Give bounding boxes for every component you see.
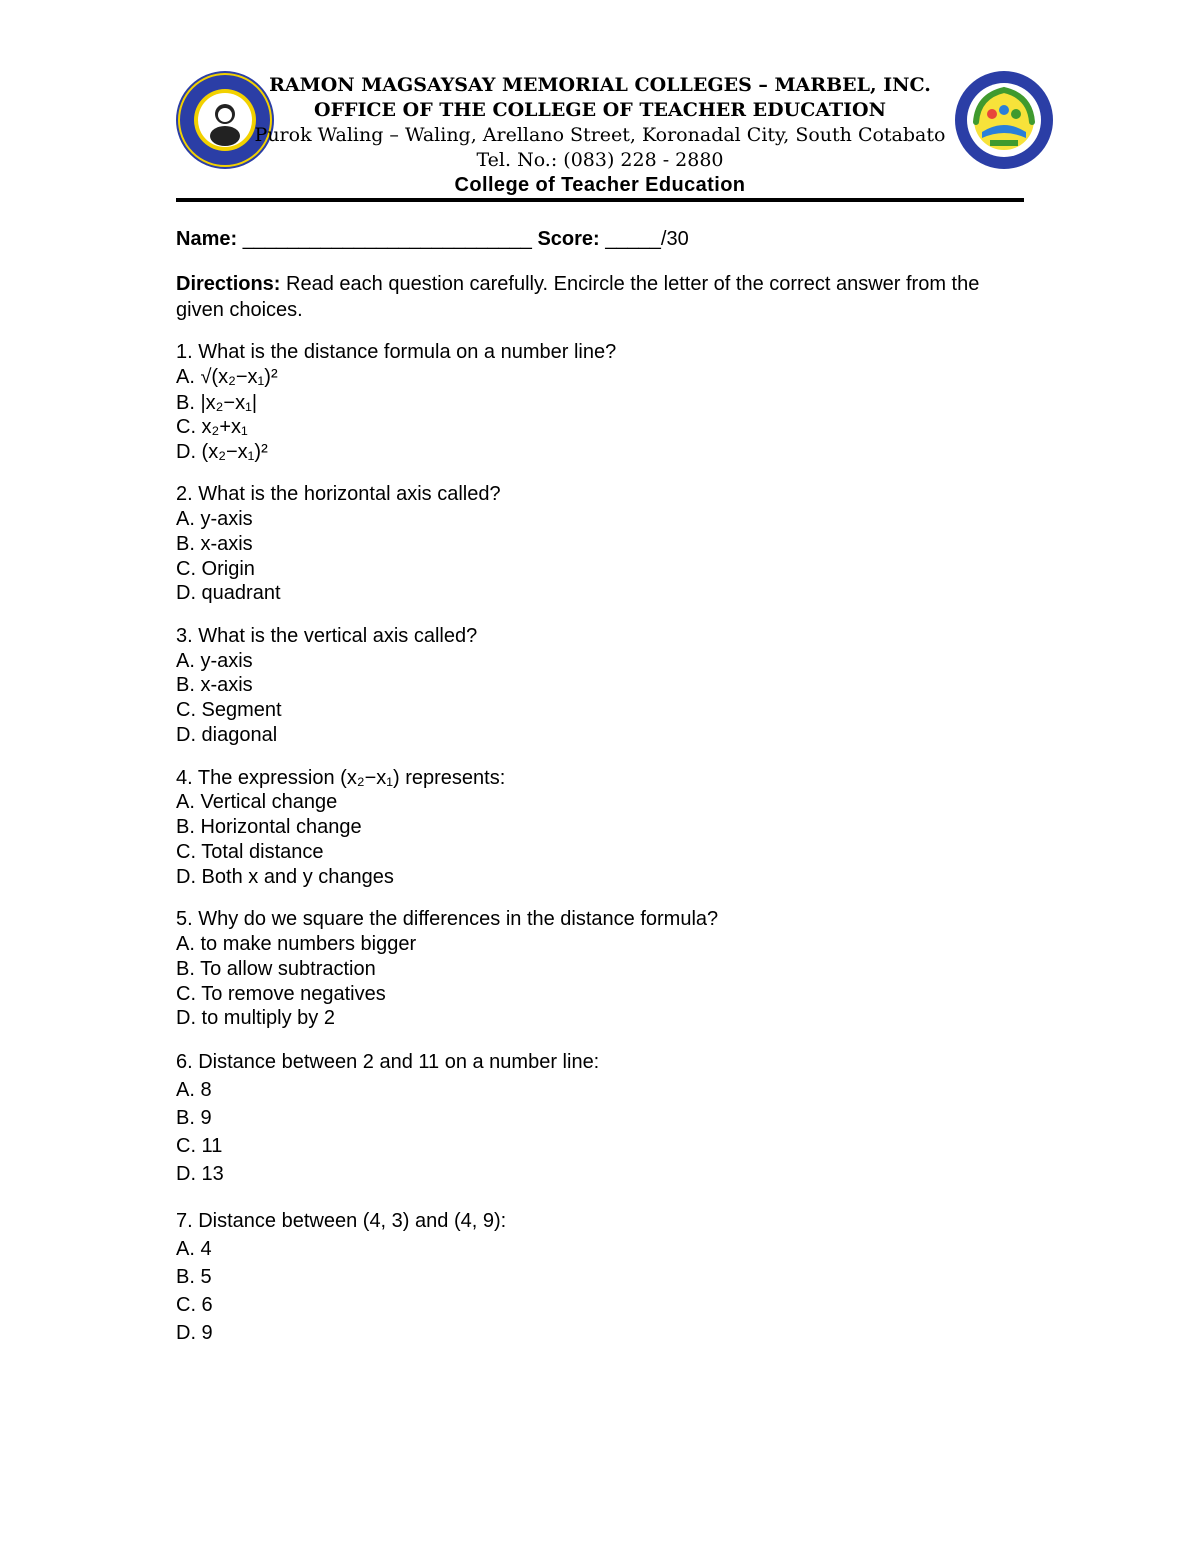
score-label: Score: [537,228,600,250]
directions-label: Directions: [176,273,281,295]
name-field[interactable]: __________________________ [242,228,532,250]
question-stem: 2. What is the horizontal axis called? [176,483,501,505]
answer-choice[interactable]: A. 8 [176,1079,212,1101]
answer-choice[interactable]: B. 5 [176,1266,212,1288]
answer-choice[interactable]: B. To allow subtraction [176,958,376,980]
header-divider [176,198,1024,202]
answer-choice[interactable]: C. 11 [176,1135,223,1157]
answer-choice[interactable]: B. Horizontal change [176,816,362,838]
address: Purok Waling – Waling, Arellano Street, Koronadal City, South Cotabato [254,124,946,146]
question-stem: 5. Why do we square the differences in the distance formula? [176,908,719,930]
answer-choice[interactable]: C. x₂+x₁ [176,416,248,438]
answer-choice[interactable]: C. Origin [176,558,255,580]
answer-choice[interactable]: D. (x₂−x₁)² [176,441,268,463]
answer-choice[interactable]: A. y-axis [176,650,253,672]
answer-choice[interactable]: D. Both x and y changes [176,866,394,888]
answer-choice[interactable]: C. 6 [176,1294,213,1316]
office-name: OFFICE OF THE COLLEGE OF TEACHER EDUCATION [314,99,886,121]
answer-choice[interactable]: D. to multiply by 2 [176,1007,335,1029]
name-score-line [176,228,689,251]
answer-choice[interactable]: D. 9 [176,1322,213,1344]
directions-text: Read each question carefully. Encircle the letter of the correct answer from the given choices. [176,273,980,321]
question-stem: 7. Distance between (4, 3) and (4, 9): [176,1210,507,1232]
answer-choice[interactable]: D. 13 [176,1163,224,1185]
answer-choice[interactable]: A. √(x₂−x₁)² [176,366,278,388]
answer-choice[interactable]: C. To remove negatives [176,983,386,1005]
answer-choice[interactable]: B. x-axis [176,533,253,555]
question-stem: 4. The expression (x₂−x₁) represents: [176,767,506,789]
question-stem: 1. What is the distance formula on a number line? [176,341,617,363]
answer-choice[interactable]: A. Vertical change [176,791,338,813]
answer-choice[interactable]: A. y-axis [176,508,253,530]
answer-choice[interactable]: A. 4 [176,1238,212,1260]
answer-choice[interactable]: B. x-axis [176,674,253,696]
directions [176,271,1026,323]
name-label: Name: [176,228,238,250]
college-name: College of Teacher Education [454,174,746,196]
answer-choice[interactable]: B. 9 [176,1107,212,1129]
answer-choice[interactable]: A. to make numbers bigger [176,933,417,955]
institution-name: RAMON MAGSAYSAY MEMORIAL COLLEGES – MARBEL, INC. [269,74,931,96]
question-stem: 3. What is the vertical axis called? [176,625,478,647]
score-field[interactable]: _____/30 [605,228,689,250]
answer-choice[interactable]: B. |x₂−x₁| [176,392,258,414]
answer-choice[interactable]: C. Segment [176,699,282,721]
answer-choice[interactable]: D. diagonal [176,724,278,746]
answer-choice[interactable]: C. Total distance [176,841,324,863]
answer-choice[interactable]: D. quadrant [176,582,281,604]
telephone: Tel. No.: (083) 228 - 2880 [476,149,724,171]
question-stem: 6. Distance between 2 and 11 on a number line: [176,1051,600,1073]
